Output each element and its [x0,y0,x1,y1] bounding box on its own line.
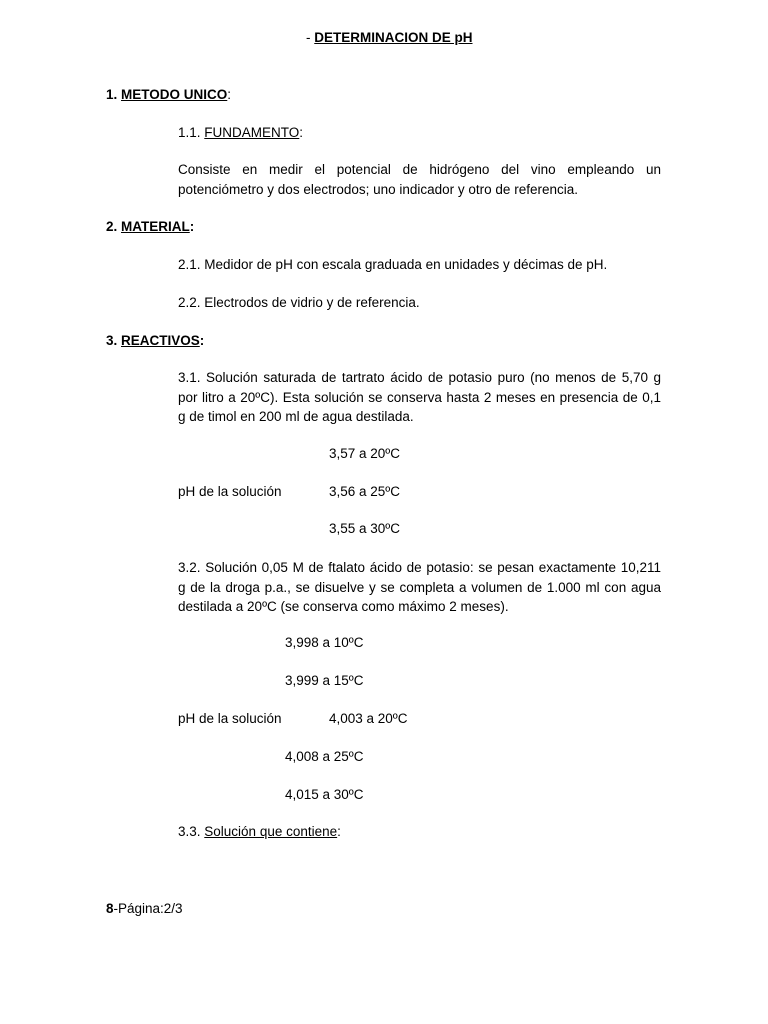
table1-row-3: 3,55 a 30ºC [329,521,400,536]
section-2-heading [106,217,194,236]
section-1-label: METODO UNICO [121,87,228,102]
table1-row-1: 3,57 a 20ºC [329,446,400,461]
page-title [306,28,473,47]
table1-row-2: 3,56 a 25ºC [329,484,400,499]
section-2-colon: : [189,219,195,234]
section-3-num: 3. [106,333,122,348]
section-3-label: REACTIVOS [121,333,200,348]
section-1-1-heading [178,123,303,142]
table2-row-1: 3,998 a 10ºC [285,635,364,650]
title-text: DETERMINACION DE pH [314,30,473,45]
section-2-1: 2.1. Medidor de pH con escala graduada en unidades y décimas de pH. [178,257,608,272]
section-3-3-heading [178,822,341,841]
title-prefix: - [306,30,315,45]
section-1-1-label: FUNDAMENTO [204,125,300,140]
section-1-colon: : [227,87,232,102]
section-1-num: 1. [106,87,122,102]
table2-row-4: 4,008 a 25ºC [285,749,364,764]
page-footer [106,899,183,918]
section-1-1-num: 1.1. [178,125,205,140]
section-3-heading [106,331,204,350]
section-1-1-colon: : [299,125,304,140]
footer-page: -Página:2/3 [113,901,183,916]
section-3-colon: : [199,333,205,348]
section-1-1-body: Consiste en medir el potencial de hidrógeno del vino empleando un potenciómetro y dos electrodos; uno indicador y otro de referencia. [178,162,661,197]
section-2-num: 2. [106,219,122,234]
section-3-1-body: 3.1. Solución saturada de tartrato ácido de potasio puro (no menos de 5,70 g por litro a 20ºC). Esta solución se conserva hasta 2 meses en presencia de 0,1 g de timol en 200 ml de agua destilada. [178,370,661,424]
section-3-3-label: Solución que contiene [204,824,338,839]
section-2-label: MATERIAL [121,219,190,234]
section-3-2-body: 3.2. Solución 0,05 M de ftalato ácido de potasio: se pesan exactamente 10,211 g de la droga p.a., se disuelve y se completa a volumen de 1.000 ml con agua destilada a 20ºC (se conserva como máximo 2 meses). [178,560,661,614]
table2-row-5: 4,015 a 30ºC [285,787,364,802]
section-1-heading [106,85,231,104]
table2-row-3: 4,003 a 20ºC [329,711,408,726]
section-2-2: 2.2. Electrodos de vidrio y de referencia. [178,295,420,310]
footer-number: 8 [106,901,114,916]
table1-label: pH de la solución [178,484,282,499]
table2-row-2: 3,999 a 15ºC [285,673,364,688]
table2-label: pH de la solución [178,711,282,726]
section-3-3-num: 3.3. [178,824,205,839]
section-3-3-colon: : [337,824,341,839]
